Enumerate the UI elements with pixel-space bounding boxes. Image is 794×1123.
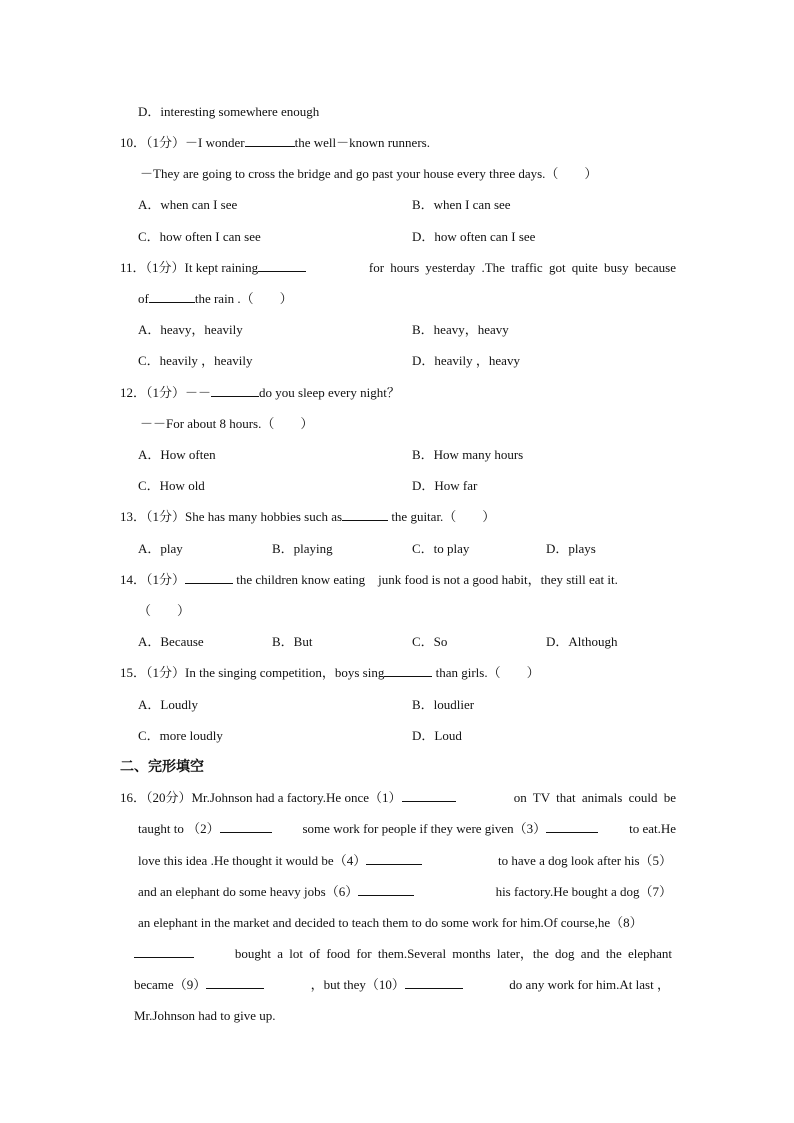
q16-blank-4[interactable] — [366, 853, 422, 865]
q10-answer-blank[interactable] — [245, 135, 295, 147]
q16-blank-6[interactable] — [358, 884, 414, 896]
q10-stem-end: the well－known runners. — [294, 135, 430, 150]
q11-stem-middle: for hours yesterday .The traffic got quite busy because — [368, 260, 676, 275]
question-13 — [120, 509, 495, 525]
q16-text-7c: do any work for him.At last ， — [509, 977, 670, 992]
q16-blank-1[interactable] — [402, 790, 456, 802]
q15-option-a[interactable]: A．Loudly — [138, 697, 198, 712]
q16-text-1: 16．（20分）Mr.Johnson had a factory.He once（1） — [120, 790, 402, 805]
q16-line-1-start — [120, 790, 456, 806]
q12-option-b[interactable]: B．How many hours — [412, 447, 524, 462]
q16-text-2c: to eat.He — [629, 821, 676, 836]
q16-line-8: Mr.Johnson had to give up. — [134, 1008, 276, 1023]
q13-stem-end: the guitar.（ ） — [388, 509, 496, 524]
q16-blank-9[interactable] — [206, 977, 264, 989]
q16-blank-3[interactable] — [546, 821, 598, 833]
q12-option-a[interactable]: A．How often — [138, 447, 216, 462]
q16-line-7 — [134, 977, 670, 993]
q11-stem-of: of — [138, 291, 149, 306]
q13-option-b[interactable]: B．playing — [272, 541, 333, 556]
q16-line-3 — [138, 853, 672, 869]
q16-blank-8[interactable] — [134, 946, 194, 958]
q16-blank-10[interactable] — [405, 977, 463, 989]
q11-stem-end: the rain .（ ） — [194, 291, 293, 306]
question-12 — [120, 385, 400, 401]
q16-line-2 — [138, 821, 676, 837]
q15-option-c[interactable]: C．more loudly — [138, 728, 223, 743]
q14-option-d[interactable]: D．Although — [546, 634, 618, 649]
q11-stem-start: 11．（1分）It kept raining — [120, 260, 259, 275]
question-10 — [120, 135, 430, 151]
q14-bracket: （ ） — [138, 603, 191, 618]
q13-answer-blank[interactable] — [342, 509, 388, 521]
q11-option-d[interactable]: D．heavily ，heavy — [412, 353, 520, 368]
q10-option-b[interactable]: B．when I can see — [412, 197, 511, 212]
section-heading-cloze: 二、完形填空 — [120, 759, 204, 775]
q14-option-a[interactable]: A．Because — [138, 634, 204, 649]
q16-line-6 — [134, 946, 672, 962]
q16-blank-2[interactable] — [220, 821, 272, 833]
q16-text-2b: some work for people if they were given（3） — [302, 821, 547, 836]
q16-text-4b: his factory.He bought a dog（7） — [495, 884, 672, 899]
q11-answer-blank-1[interactable] — [258, 260, 306, 272]
q16-line-2-start — [138, 821, 272, 837]
q16-text-6: bought a lot of food for them.Several months later，the dog and the elephant — [234, 946, 672, 961]
q12-option-c[interactable]: C．How old — [138, 478, 205, 493]
q13-option-d[interactable]: D．plays — [546, 541, 596, 556]
q16-text-3b: to have a dog look after his（5） — [497, 853, 672, 868]
q14-stem: 14．（1分） — [120, 572, 186, 587]
q16-line-4 — [138, 884, 672, 900]
q16-line-4-start — [138, 884, 414, 900]
q16-text-3a: love this idea .He thought it would be（4） — [138, 853, 367, 868]
q10-option-c[interactable]: C．how often I can see — [138, 229, 261, 244]
q12-stem-end: do you sleep every night？ — [259, 385, 400, 400]
question-15 — [120, 665, 540, 681]
q13-stem: 13．（1分）She has many hobbies such as — [120, 509, 343, 524]
q10-stem: 10．（1分）－I wonder — [120, 135, 245, 150]
q15-answer-blank[interactable] — [384, 665, 432, 677]
q16-text-7a: became（9） — [134, 977, 207, 992]
q10-option-d[interactable]: D．how often can I see — [412, 229, 536, 244]
q16-text-7b: ，but they（10） — [310, 977, 405, 992]
q11-answer-blank-2[interactable] — [149, 291, 195, 303]
q12-stem: 12．（1分）－－ — [120, 385, 212, 400]
q16-line-5: an elephant in the market and decided to teach them to do some work for him.Of course,he（8） — [138, 915, 643, 930]
q15-option-b[interactable]: B．loudlier — [412, 697, 475, 712]
q9-option-d: D．interesting somewhere enough — [138, 104, 320, 119]
q10-option-a[interactable]: A．when can I see — [138, 197, 238, 212]
q12-answer-blank[interactable] — [211, 385, 259, 397]
q11-stem — [120, 260, 306, 276]
q11-option-b[interactable]: B．heavy，heavy — [412, 322, 509, 337]
q14-stem-end: the children know eating junk food is not a good habit，they still eat it. — [233, 572, 618, 587]
q16-text-1b: on TV that animals could be — [513, 790, 676, 805]
q13-option-c[interactable]: C．to play — [412, 541, 470, 556]
q16-line-3-start — [138, 853, 422, 869]
q13-option-a[interactable]: A．play — [138, 541, 183, 556]
q16-line-7-start — [134, 977, 264, 993]
q16-text-4a: and an elephant do some heavy jobs（6） — [138, 884, 359, 899]
q12-reply: －－For about 8 hours.（ ） — [140, 416, 314, 431]
q16-text-2a: taught to （2） — [138, 821, 220, 836]
question-14 — [120, 572, 618, 588]
q14-option-b[interactable]: B．But — [272, 634, 313, 649]
q16-line-7-mid — [311, 977, 463, 993]
q15-stem-end: than girls.（ ） — [432, 665, 540, 680]
q10-reply: －They are going to cross the bridge and go past your house every three days.（ ） — [140, 166, 598, 181]
q15-option-d[interactable]: D．Loud — [412, 728, 462, 743]
q11-option-c[interactable]: C．heavily ，heavily — [138, 353, 253, 368]
q11-line-2 — [138, 291, 293, 307]
q16-line-2-mid — [303, 821, 599, 837]
q15-stem: 15．（1分）In the singing competition，boys sing — [120, 665, 385, 680]
q14-answer-blank[interactable] — [185, 572, 233, 584]
q14-option-c[interactable]: C．So — [412, 634, 448, 649]
q12-option-d[interactable]: D．How far — [412, 478, 478, 493]
q16-line-1 — [120, 790, 676, 806]
question-11 — [120, 260, 676, 276]
q11-option-a[interactable]: A．heavy，heavily — [138, 322, 243, 337]
